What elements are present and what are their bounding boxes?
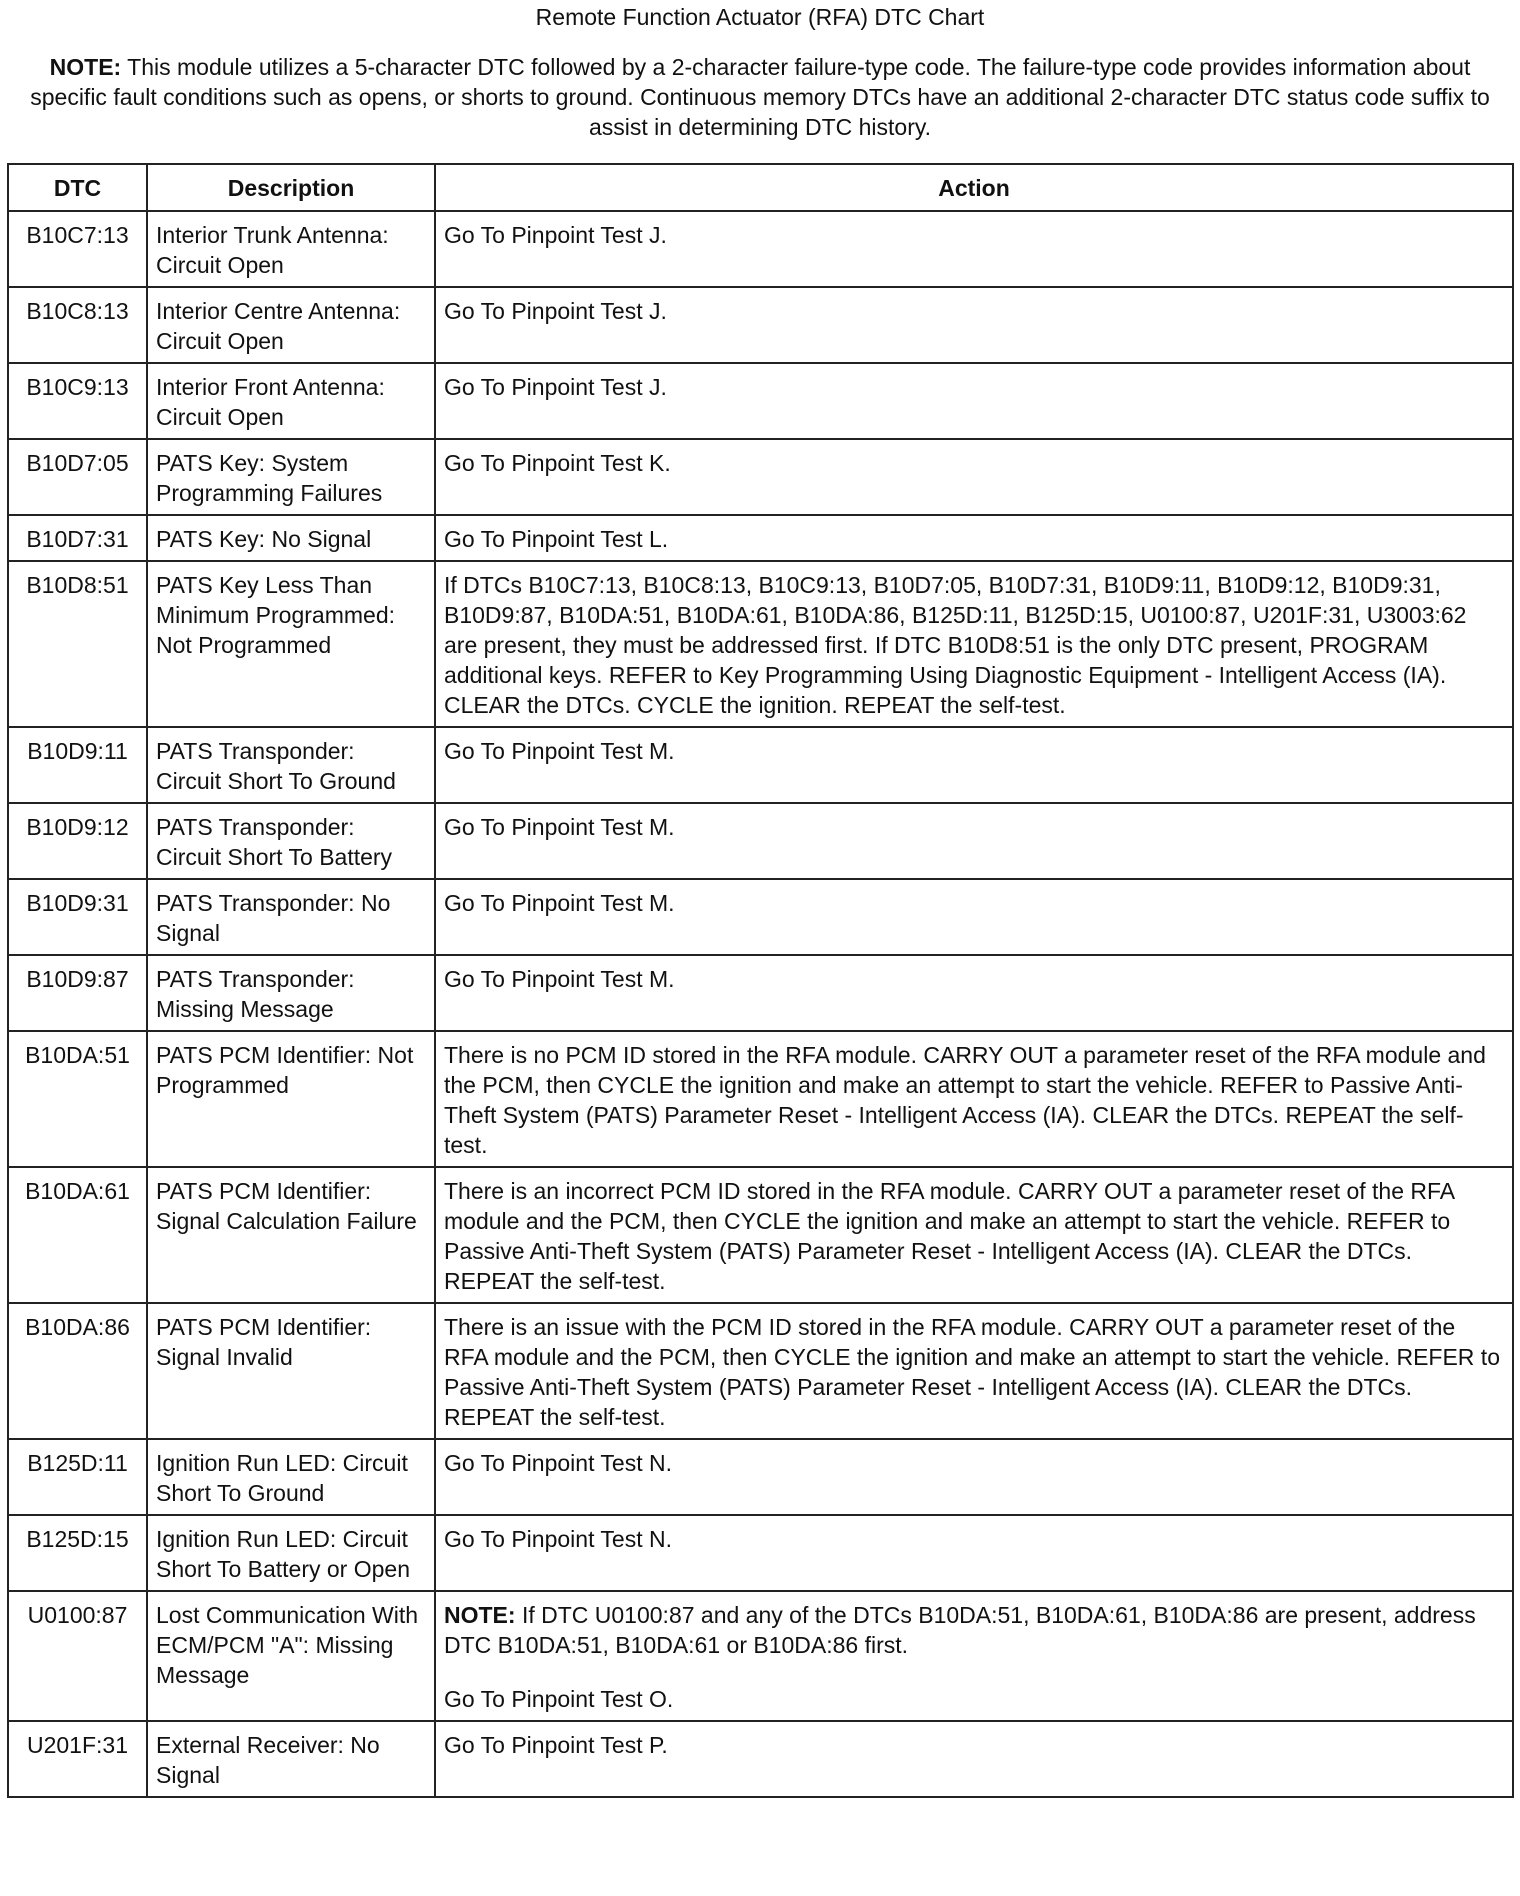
table-row <box>8 1721 1513 1797</box>
table-row <box>8 1167 1513 1303</box>
dtc-action: There is an issue with the PCM ID stored in the RFA module. CARRY OUT a parameter reset of the RFA module and the PCM, then CYCLE the ignition and make an attempt to start the vehicle. REFER to Passive Anti-Theft System (PATS) Parameter Reset - Intelligent Access (IA). CLEAR the DTCs. REPEAT the self-test. <box>435 1303 1513 1439</box>
dtc-action: Go To Pinpoint Test M. <box>435 727 1513 803</box>
dtc-description: PATS Key Less Than Minimum Programmed: Not Programmed <box>147 561 435 727</box>
action-spacer <box>444 1660 1504 1684</box>
dtc-action: Go To Pinpoint Test M. <box>435 955 1513 1031</box>
dtc-code: B10DA:61 <box>8 1167 147 1303</box>
table-row <box>8 515 1513 561</box>
dtc-table <box>7 163 1514 1798</box>
note-label: NOTE: <box>49 54 122 80</box>
header-action: Action <box>435 164 1513 211</box>
header-description: Description <box>147 164 435 211</box>
table-row <box>8 803 1513 879</box>
dtc-description: Interior Front Antenna: Circuit Open <box>147 363 435 439</box>
table-row <box>8 727 1513 803</box>
dtc-code: B10C7:13 <box>8 211 147 287</box>
table-row <box>8 1591 1513 1721</box>
note-text: This module utilizes a 5-character DTC followed by a 2-character failure-type code. The failure-type code provides information about specific fault conditions such as opens, or shorts to ground. Continuous memory DTCs have an additional 2-character DTC status code suffix to assist in determining DTC history. <box>30 54 1490 140</box>
dtc-code: B10DA:51 <box>8 1031 147 1167</box>
table-row <box>8 211 1513 287</box>
dtc-code: B10D9:11 <box>8 727 147 803</box>
dtc-action: Go To Pinpoint Test J. <box>435 363 1513 439</box>
action-note-text: If DTC U0100:87 and any of the DTCs B10DA:51, B10DA:61, B10DA:86 are present, address DTC B10DA:51, B10DA:61 or B10DA:86 first. <box>444 1602 1476 1658</box>
dtc-description: Interior Trunk Antenna: Circuit Open <box>147 211 435 287</box>
dtc-description: Ignition Run LED: Circuit Short To Battery or Open <box>147 1515 435 1591</box>
dtc-code: B10C9:13 <box>8 363 147 439</box>
dtc-code: B10D9:87 <box>8 955 147 1031</box>
dtc-description: PATS Transponder: Missing Message <box>147 955 435 1031</box>
dtc-code: B10D7:05 <box>8 439 147 515</box>
dtc-code: B10D7:31 <box>8 515 147 561</box>
table-row <box>8 1031 1513 1167</box>
dtc-action: Go To Pinpoint Test N. <box>435 1439 1513 1515</box>
header-dtc: DTC <box>8 164 147 211</box>
table-row <box>8 1439 1513 1515</box>
table-row <box>8 1515 1513 1591</box>
dtc-description: PATS Key: No Signal <box>147 515 435 561</box>
dtc-code: B10DA:86 <box>8 1303 147 1439</box>
action-text: Go To Pinpoint Test O. <box>444 1686 674 1712</box>
dtc-description: PATS Transponder: Circuit Short To Ground <box>147 727 435 803</box>
dtc-action: Go To Pinpoint Test P. <box>435 1721 1513 1797</box>
table-header-row <box>8 164 1513 211</box>
action-note <box>444 1600 1504 1660</box>
dtc-code: B10D9:12 <box>8 803 147 879</box>
table-row <box>8 439 1513 515</box>
dtc-description: Ignition Run LED: Circuit Short To Ground <box>147 1439 435 1515</box>
page-title: Remote Function Actuator (RFA) DTC Chart <box>535 4 985 30</box>
dtc-action <box>435 1591 1513 1721</box>
dtc-description: PATS PCM Identifier: Signal Invalid <box>147 1303 435 1439</box>
dtc-description: Interior Centre Antenna: Circuit Open <box>147 287 435 363</box>
dtc-description: PATS PCM Identifier: Signal Calculation Failure <box>147 1167 435 1303</box>
dtc-code: U0100:87 <box>8 1591 147 1721</box>
dtc-code: U201F:31 <box>8 1721 147 1797</box>
dtc-code: B10C8:13 <box>8 287 147 363</box>
action-note-label: NOTE: <box>444 1602 516 1628</box>
dtc-action: Go To Pinpoint Test M. <box>435 879 1513 955</box>
dtc-action: If DTCs B10C7:13, B10C8:13, B10C9:13, B10D7:05, B10D7:31, B10D9:11, B10D9:12, B10D9:31, B10D9:87, B10DA:51, B10DA:61, B10DA:86, B125D:11, B125D:15, U0100:87, U201F:31, U3003:62 are present, they must be addressed first. If DTC B10D8:51 is the only DTC present, PROGRAM additional keys. REFER to Key Programming Using Diagnostic Equipment - Intelligent Access (IA). CLEAR the DTCs. CYCLE the ignition. REPEAT the self-test. <box>435 561 1513 727</box>
module-note <box>14 52 1506 142</box>
table-row <box>8 955 1513 1031</box>
dtc-action: Go To Pinpoint Test M. <box>435 803 1513 879</box>
table-row <box>8 287 1513 363</box>
table-row <box>8 363 1513 439</box>
table-row <box>8 879 1513 955</box>
dtc-action: There is an incorrect PCM ID stored in the RFA module. CARRY OUT a parameter reset of the RFA module and the PCM, then CYCLE the ignition and make an attempt to start the vehicle. REFER to Passive Anti-Theft System (PATS) Parameter Reset - Intelligent Access (IA). CLEAR the DTCs. REPEAT the self-test. <box>435 1167 1513 1303</box>
dtc-code: B10D9:31 <box>8 879 147 955</box>
dtc-description: External Receiver: No Signal <box>147 1721 435 1797</box>
dtc-code: B10D8:51 <box>8 561 147 727</box>
dtc-code: B125D:11 <box>8 1439 147 1515</box>
dtc-action: There is no PCM ID stored in the RFA module. CARRY OUT a parameter reset of the RFA module and the PCM, then CYCLE the ignition and make an attempt to start the vehicle. REFER to Passive Anti-Theft System (PATS) Parameter Reset - Intelligent Access (IA). CLEAR the DTCs. REPEAT the self-test. <box>435 1031 1513 1167</box>
dtc-action: Go To Pinpoint Test J. <box>435 287 1513 363</box>
dtc-action: Go To Pinpoint Test K. <box>435 439 1513 515</box>
table-row <box>8 561 1513 727</box>
dtc-description: Lost Communication With ECM/PCM "A": Missing Message <box>147 1591 435 1721</box>
dtc-code: B125D:15 <box>8 1515 147 1591</box>
dtc-action: Go To Pinpoint Test L. <box>435 515 1513 561</box>
dtc-description: PATS Transponder: No Signal <box>147 879 435 955</box>
dtc-action: Go To Pinpoint Test N. <box>435 1515 1513 1591</box>
dtc-description: PATS Key: System Programming Failures <box>147 439 435 515</box>
dtc-description: PATS Transponder: Circuit Short To Battery <box>147 803 435 879</box>
table-row <box>8 1303 1513 1439</box>
dtc-description: PATS PCM Identifier: Not Programmed <box>147 1031 435 1167</box>
dtc-action: Go To Pinpoint Test J. <box>435 211 1513 287</box>
